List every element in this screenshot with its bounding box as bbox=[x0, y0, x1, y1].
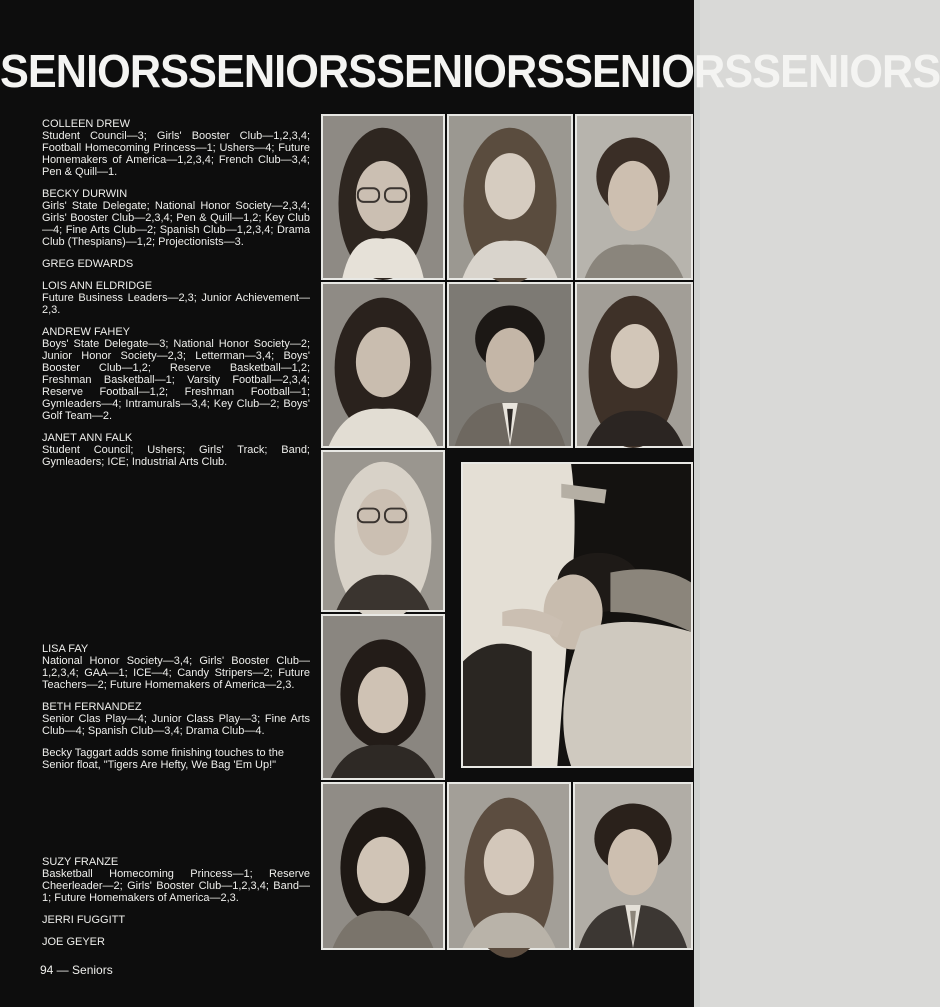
bio-column-middle bbox=[42, 643, 310, 771]
bio-column-top bbox=[42, 118, 310, 478]
bio-entry bbox=[42, 118, 310, 178]
student-activities: Senior Clas Play—4; Junior Class Play—3; Fine Arts Club—4; Spanish Club—3,4; Drama Club—4. bbox=[42, 713, 310, 737]
student-name: JANET ANN FALK bbox=[42, 432, 133, 444]
portrait-photo bbox=[321, 614, 445, 780]
student-name: LISA FAY bbox=[42, 643, 89, 655]
student-activities: Girls' State Delegate; National Honor Society—2,3,4; Girls' Booster Club—2,3,4; Pen & Quill—1,2; Key Club—4; Fine Arts Club—2; Spanish Club—1,2,3,4; Drama Club (Thespians)—1,2; Projectionists—3. bbox=[42, 200, 310, 248]
student-name: JERRI FUGGITT bbox=[42, 914, 126, 926]
bio-entry bbox=[42, 856, 310, 904]
student-activities: Future Business Leaders—2,3; Junior Achievement—2,3. bbox=[42, 292, 310, 316]
student-activities: Student Council—3; Girls' Booster Club—1,2,3,4; Football Homecoming Princess—1; Ushers—4; Future Homemakers of America—1,2,3,4; French Club—3,4; Pen & Quill—1. bbox=[42, 130, 310, 178]
bio-entry bbox=[42, 643, 310, 691]
page-folio: 94 — Seniors bbox=[40, 963, 113, 977]
photo-caption: Becky Taggart adds some finishing touches to the Senior float, "Tigers Are Hefty, We Bag 'Em Up!" bbox=[42, 747, 284, 771]
bio-entry bbox=[42, 188, 310, 248]
portrait-photo bbox=[575, 114, 693, 280]
portrait-photo bbox=[321, 450, 445, 612]
section-banner: SENIORSSENIORSSENIORSSENIORSSENIORS bbox=[0, 45, 940, 97]
student-activities: Boys' State Delegate—3; National Honor Society—2; Junior Honor Society—2,3; Letterman—3,4; Boys' Booster Club—1,2; Reserve Basketball—1,2; Freshman Basketball—1; Varsity Football—2,3,4; Reserve Football—1,2; Freshman Football—1; Gymleaders—4; Intramurals—3,4; Key Club—2; Boys' Golf Team—2. bbox=[42, 338, 310, 422]
bio-entry bbox=[42, 432, 310, 468]
student-name: LOIS ANN ELDRIDGE bbox=[42, 280, 153, 292]
student-name: JOE GEYER bbox=[42, 936, 105, 948]
student-name: ANDREW FAHEY bbox=[42, 326, 131, 338]
portrait-photo bbox=[447, 782, 571, 950]
bio-entry bbox=[42, 914, 310, 926]
student-activities: Basketball Homecoming Princess—1; Reserve Cheerleader—2; Girls' Booster Club—1,2,3,4; Band—1; Future Homemakers of America—2,3. bbox=[42, 868, 310, 904]
student-name: BETH FERNANDEZ bbox=[42, 701, 142, 713]
bio-entry bbox=[42, 936, 310, 948]
student-name: BECKY DURWIN bbox=[42, 188, 128, 200]
candid-float-photo bbox=[461, 462, 693, 768]
bio-entry bbox=[42, 258, 310, 270]
student-activities: Student Council; Ushers; Girls' Track; Band; Gymleaders; ICE; Industrial Arts Club. bbox=[42, 444, 310, 468]
student-name: GREG EDWARDS bbox=[42, 258, 134, 270]
bio-entry bbox=[42, 326, 310, 422]
portrait-photo bbox=[321, 782, 445, 950]
portrait-photo bbox=[321, 114, 445, 280]
portrait-photo bbox=[573, 782, 693, 950]
portrait-photo bbox=[447, 282, 573, 448]
student-name: COLLEEN DREW bbox=[42, 118, 131, 130]
portrait-photo bbox=[447, 114, 573, 280]
portrait-photo bbox=[321, 282, 445, 448]
bio-entry bbox=[42, 280, 310, 316]
bio-column-bottom bbox=[42, 856, 310, 958]
student-name: SUZY FRANZE bbox=[42, 856, 119, 868]
bio-entry bbox=[42, 701, 310, 737]
portrait-photo bbox=[575, 282, 693, 448]
student-activities: National Honor Society—3,4; Girls' Booster Club—1,2,3,4; GAA—1; ICE—4; Candy Stripers—2; Future Teachers—2; Future Homemakers of America—2,3. bbox=[42, 655, 310, 691]
